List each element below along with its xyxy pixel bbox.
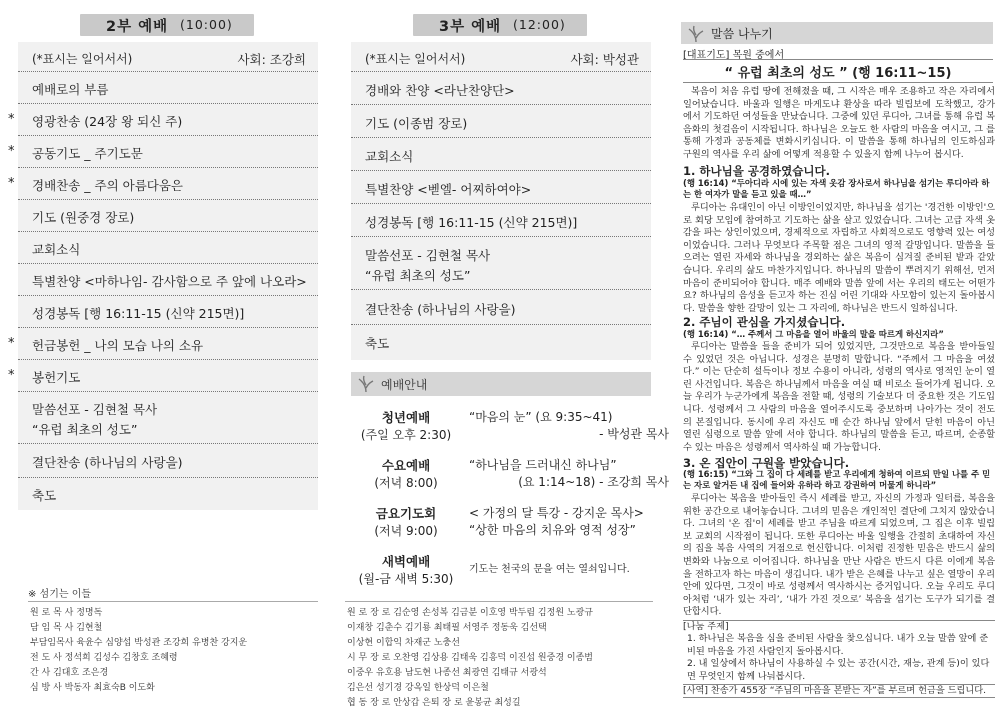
order-item: * 영광찬송 (24장 왕 되신 주) <box>18 104 318 136</box>
presider: 사회: 조강희 <box>237 52 306 67</box>
staff-divider <box>345 601 653 602</box>
point-body: 루디아는 말씀을 들을 준비가 되어 있었지만, 그것만으로 복음을 받아들일 수 있었던 것은 아닙니다. 성경은 분명히 말합니다. “주께서 그 마음을 여셨다.” 이는 단순히 설득이나 정보 수용이 아니라, 성령의 역사로 영적인 눈이 열린 사건입니다. 복음은 하나님께서 마음을 여실 때 비로소 들어가게 됩니다. 오늘 우리가 누군가에게 복음을 전할 때, 성령의 기술보다 더 중요한 것은 기도입니다. 성령께서 그 사람의 마음을 열어주시도록 중보하며 나아가는 것이 전도의 본질입니다. 동시에 우리 자신도 매 순간 하나님 앞에서 닫힌 마음이 아닌 열린 심령으로 말씀 앞에 서야 합니다. 하나님의 말씀을 듣고, 따르며, 순종할 수 있는 마음은 성령께서 역사하실 때 가능합니다. <box>683 341 995 453</box>
point-body: 루디아는 복음을 받아들인 즉시 세례를 받고, 자신의 가정과 일터를, 복음을 위한 공간으로 내어놓습니다. 그녀의 믿음은 개인적인 결단에 그치지 않았습니다. 그녀의 '온 집'이 세례를 받고 주님을 따르게 되었으며, 그 집은 이후 빌립보 교회의 시작점이 됩니다. 또한 루디아는 바울 일행을 간절히 초대하여 자신의 집을 복음 사역의 거점으로 헌신합니다. 이처럼 진정한 믿음은 반드시 삶의 변화와 나눔으로 이어집니다. 하나님을 만난 사람은 반드시 다른 이에게 복음을 전하고자 하는 마음이 생깁니다. 내가 받은 은혜를 나누고 싶은 열망이 우리 안에 있다면, 그것이 바로 성령께서 역사하시는 증거입니다. 오늘 우리도 루디아처럼 ‘내가 있는 자리’, ‘내가 가진 것으로’ 복음을 섬기는 도구가 되기를 결단합시다. <box>683 493 995 617</box>
staff-row: 부담임목사 육윤수 심양섭 박성관 조강희 유병찬 강지운 <box>30 638 248 648</box>
point-heading: 1. 하나님을 공경하였습니다. <box>683 164 830 178</box>
order-item: 경배와 찬양 <라난찬양단> <box>351 72 651 105</box>
share-item: 1. 하나님은 복음을 심을 준비된 사람을 찾으십니다. 내가 오늘 말씀 앞에 준비된 마음을 가진 사람인지 돌아봅시다. <box>687 633 989 657</box>
staff-row: 원 로 장 로 김순영 손성복 김금분 이호영 박두림 김정원 노광규 <box>347 608 593 618</box>
share-box <box>683 620 995 698</box>
order-item: * 경배찬송 _ 주의 아름다움은 <box>18 168 318 200</box>
divider <box>683 59 993 60</box>
staff-row: 간 사 김대호 조은경 <box>30 668 109 678</box>
order-item: * 공동기도 _ 주기도문 <box>18 136 318 168</box>
sermon-column <box>673 0 1000 708</box>
staff-row: 이재창 김춘수 김기룡 최태필 서영주 정동욱 김선택 <box>347 623 547 633</box>
order-item: 성경봉독 [행 16:11-15 (신약 215면)] <box>18 296 318 328</box>
presider: 사회: 박성관 <box>570 52 639 67</box>
order-item: 축도 <box>365 336 390 351</box>
order-item: 축도 <box>32 488 57 503</box>
order-item: 예배로의 부름 <box>18 72 318 104</box>
order-item: 성경봉독 [행 16:11-15 (신약 215면)] <box>351 204 651 237</box>
order-item: 결단찬송 (하나님의 사랑을) <box>351 290 651 325</box>
service2-note-row <box>18 42 318 72</box>
leaf-icon <box>687 24 705 44</box>
sermon-section-title: 말씀 나누기 <box>711 27 773 41</box>
staff-row: 이상현 이합익 차재군 노충선 <box>347 638 460 648</box>
share-title: [나눔 주제] <box>683 621 729 632</box>
guide-row: 금요기도회 (저녁 9:00) < 가정의 달 특강 - 강지운 목사> “상한 마음의 치유와 영적 성장” <box>374 506 644 538</box>
leaf-icon <box>357 374 375 394</box>
order-item: 기도 (이종범 장로) <box>351 105 651 138</box>
order-item: 교회소식 <box>351 138 651 171</box>
staff-title: ※ 섬기는 이들 <box>28 589 92 600</box>
guide-row: 새벽예배 (월-금 새벽 5:30) 기도는 천국의 문을 여는 열쇠입니다. <box>358 554 630 586</box>
sermon-intro: 복음이 처음 유럽 땅에 전해졌을 때, 그 시작은 매우 조용하고 작은 자리에서 일어났습니다. 바울과 일행은 마게도냐 환상을 따라 빌립보에 도착했고, 강가에서 기도하던 여성들을 만났습니다. 그중에 있던 루디아, 그녀를 통해 유럽 복음화의 첫걸음이 시작됩니다. 하나님은 오늘도 한 사람의 마음을 여시고, 그 를 통해 가정과 공동체를 변화시키십니다. 이 말씀을 통해 하나님의 인도하심과 구원의 역사를 우리 삶에 어떻게 적용할 수 있을지 함께 나누어 봅시다. <box>683 86 995 160</box>
offering-note: [사역] 찬송가 455장 “주님의 마음을 본받는 자”를 부르며 헌금을 드립니다. <box>683 684 995 697</box>
point-heading: 3. 온 집안이 구원을 받았습니다. <box>683 456 850 470</box>
service2-column <box>0 0 325 708</box>
order-item: 특별찬양 <마하나임- 감사함으로 주 앞에 나오라> <box>18 264 318 296</box>
order-item: 특별찬양 <벧엘- 어찌하여야> <box>351 171 651 204</box>
service2-title: 2부 예배 <box>106 19 169 35</box>
staff-row: 시 무 장 로 오찬영 김상용 김태욱 김흥덕 이진섭 원중경 이종범 <box>347 653 593 663</box>
staff-divider <box>28 601 318 602</box>
service2-time: (10:00) <box>180 17 233 32</box>
share-item: 2. 내 일상에서 하나님이 사용하실 수 있는 공간(시간, 재능, 관계 등)이 있다면 무엇인지 함께 나눠봅시다. <box>687 658 990 682</box>
stand-note: (*표시는 일어서서) <box>365 52 466 66</box>
service3-header <box>413 14 587 36</box>
staff-row: 이중우 유호용 남도현 나종선 최광연 김태규 서광석 <box>347 668 547 678</box>
service3-order <box>351 42 651 360</box>
sermon-title: “ 유럽 최초의 성도 ” (행 16:11~15) <box>724 66 952 81</box>
order-item: 기도 (원중경 장로) <box>18 200 318 232</box>
order-item: 결단찬송 (하나님의 사랑을) <box>18 444 318 478</box>
point-verse: (행 16:15) “그와 그 집이 다 세례를 받고 우리에게 청하여 이르되 만일 나를 주 믿는 자로 알거든 내 집에 들어와 유하라 하고 강권하여 머물게 하니라” <box>683 469 991 490</box>
service3-time: (12:00) <box>513 17 566 32</box>
service3-title: 3부 예배 <box>439 19 502 35</box>
service2-order <box>8 42 318 510</box>
order-item: * 봉헌기도 <box>18 360 318 392</box>
point-verse: (행 16:14) “… 주께서 그 마음을 열어 바울의 말을 따르게 하신지라” <box>683 329 944 339</box>
service3-column <box>333 0 669 708</box>
prayer-tag: [대표기도] 목원 중에서 <box>683 50 785 61</box>
order-item-sermon: 말씀선포 - 김현철 목사 “유럽 최초의 성도” <box>351 237 651 290</box>
worship-guide-header <box>351 372 651 396</box>
order-item-sermon: 말씀선포 - 김현철 목사 “유럽 최초의 성도” <box>18 392 318 444</box>
stand-note: (*표시는 일어서서) <box>32 52 133 66</box>
point-verse: (행 16:14) “두아디라 시에 있는 자색 옷감 장사로서 하나님을 섬기는 루디아라 하는 한 여자가 말을 듣고 있을 때…” <box>683 178 990 199</box>
order-item: 교회소식 <box>18 232 318 264</box>
staff-row: 원 로 목 사 정명독 <box>30 608 103 618</box>
staff-row: 담 임 목 사 김현철 <box>30 623 103 633</box>
guide-row: 수요예배 (저녁 8:00) “하나님을 드러내신 하나님” (요 1:14~18) - 조강희 목사 <box>374 458 669 490</box>
order-item: * 헌금봉헌 _ 나의 모습 나의 소유 <box>18 328 318 360</box>
point-heading: 2. 주님이 관심을 가지셨습니다. <box>683 315 846 329</box>
point-body: 루디아는 유대인이 아닌 이방인이었지만, 하나님을 섬기는 '경건한 이방인'으로 회당 모임에 참여하고 기도하는 삶을 살고 있었습니다. 그녀는 고급 자색 옷감을 파는 상인이었으며, 경제적으로 자립하고 사회적으로도 영향력 있는 여성이었습니다. 그러나 무엇보다 주목할 점은 그녀의 영적 갈망입니다. 말씀을 들으려는 열린 자세와 하나님을 경외하는 삶은 복음이 심겨질 준비된 밭과 같았습니다. 우리의 삶도 마찬가지입니다. 하나님의 말씀이 뿌려지기 위해선, 먼저 마음이 준비되어야 합니다. 매주 예배와 말씀 앞에 서는 우리의 태도는 어떤가요? 하나님의 음성을 듣고자 하는 진심 어린 기대와 사모함이 있는지 돌아봅시다. 말씀을 향한 갈망이 있는 그 자리에, 하나님은 반드시 일하십니다. <box>683 202 995 314</box>
staff-row: 협 동 장 로 안상갑 은퇴 장 로 윤봉균 최성길 <box>347 698 521 708</box>
staff-row: 김은선 성기경 강옥일 한상덕 이은철 <box>347 683 489 693</box>
worship-guide-title: 예배안내 <box>381 378 428 392</box>
staff-row: 심 방 사 박동자 최효숙B 이도화 <box>30 683 155 693</box>
guide-row: 청년예배 (주일 오후 2:30) “마음의 눈” (요 9:35~41) - 박성관 목사 <box>360 410 669 442</box>
divider <box>683 82 993 83</box>
sermon-section-header <box>681 22 993 44</box>
service3-note-row <box>351 42 651 72</box>
staff-row: 전 도 사 정석희 김성수 김창호 조혜령 <box>30 653 178 663</box>
service2-header <box>80 14 254 36</box>
